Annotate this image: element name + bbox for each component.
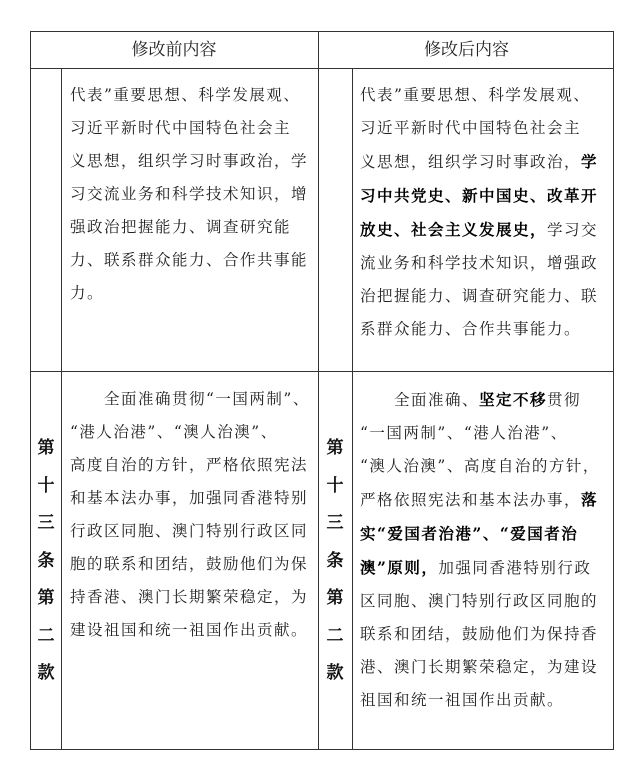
text-line: 高度自治的方针，严格依照宪法 <box>70 456 309 474</box>
text-line <box>360 79 612 112</box>
article-label-char: 款 <box>37 663 55 683</box>
text-line <box>360 618 612 651</box>
article-label-char: 三 <box>326 513 344 533</box>
text-line <box>360 247 612 280</box>
left-label-divider <box>61 68 62 750</box>
article-label-char: 第 <box>326 588 344 608</box>
text-segment: 习近平新时代中国特色社会主 <box>360 119 582 137</box>
added-text: 落 <box>581 490 599 509</box>
article-label-char: 十 <box>326 475 344 496</box>
row2-after-text <box>360 383 612 717</box>
text-line <box>360 280 612 313</box>
text-segment: 严格依照宪法和基本法办事， <box>360 491 582 509</box>
added-text: 放史、社会主义发展史， <box>360 220 548 239</box>
added-text: 实“爱国者治港”、“爱国者治 <box>360 524 579 543</box>
added-text: 学 <box>581 152 599 171</box>
text-segment: 联系和团结，鼓励他们为保持香 <box>360 625 599 643</box>
article-label-char: 十 <box>37 475 55 496</box>
text-line: 全面准确贯彻“一国两制”、 <box>70 390 310 408</box>
article-label-char: 二 <box>37 625 55 646</box>
text-segment: “澳人治澳”、高度自治的方针， <box>360 457 600 475</box>
table-right-border <box>613 31 614 750</box>
text-line <box>360 383 612 417</box>
article-label-char: 三 <box>37 513 55 533</box>
header-before: 修改前内容 <box>131 40 217 60</box>
text-line: 强政治把握能力、调查研究能 <box>70 218 292 236</box>
row-divider <box>30 371 614 372</box>
text-segment: 流业务和科学技术知识，增强政 <box>360 254 599 272</box>
text-line: 行政区同胞、澳门特别行政区同 <box>70 522 309 540</box>
text-line: 力。 <box>70 284 105 302</box>
text-segment: 学习交 <box>547 221 599 239</box>
column-divider <box>318 31 319 750</box>
row1-before-text <box>70 79 315 310</box>
text-line <box>360 213 612 247</box>
text-line <box>360 551 612 585</box>
text-line <box>360 450 612 483</box>
text-segment: 港、澳门长期繁荣稳定，为建设 <box>360 658 599 676</box>
text-segment: 治把握能力、调查研究能力、联 <box>360 287 599 305</box>
table-bottom-border <box>30 749 614 750</box>
text-line: 和基本法办事，加强同香港特别 <box>70 489 309 507</box>
text-segment: 祖国和统一祖国作出贡献。 <box>360 691 565 709</box>
added-text: 澳”原则， <box>360 558 439 577</box>
text-line: 义思想，组织学习时事政治，学 <box>70 152 309 170</box>
article-label-char: 第 <box>37 438 55 458</box>
text-segment: 全面准确、 <box>360 391 480 409</box>
row1-after-text <box>360 79 612 346</box>
text-segment: 贯彻 <box>547 391 582 409</box>
text-segment: “一国两制”、“港人治港”、 <box>360 424 568 442</box>
right-label-divider <box>352 68 353 750</box>
text-line <box>360 483 612 517</box>
text-line: 建设祖国和统一祖国作出贡献。 <box>70 621 309 639</box>
text-segment: 系群众能力、合作共事能力。 <box>360 320 582 338</box>
article-label-char: 条 <box>326 550 344 571</box>
text-line <box>360 417 612 450</box>
text-line <box>360 313 612 346</box>
added-text: 坚定不移 <box>479 390 548 409</box>
text-line: “港人治港”、“澳人治澳”、 <box>70 423 278 441</box>
article-label-char: 条 <box>37 550 55 571</box>
text-segment: 区同胞、澳门特别行政区同胞的 <box>360 592 599 610</box>
article-label-char: 第 <box>326 438 344 458</box>
text-line: 力、联系群众能力、合作共事能 <box>70 251 309 269</box>
article-label-char: 二 <box>326 625 344 646</box>
text-line <box>360 179 612 213</box>
text-segment: 义思想，组织学习时事政治， <box>360 153 582 171</box>
text-line: 习近平新时代中国特色社会主 <box>70 119 292 137</box>
text-segment: 代表”重要思想、科学发展观、 <box>360 86 591 104</box>
text-line <box>360 145 612 179</box>
text-line: 胞的联系和团结，鼓励他们为保 <box>70 555 309 573</box>
article-label-char: 款 <box>326 663 344 683</box>
article-label-char: 第 <box>37 588 55 608</box>
text-line <box>360 585 612 618</box>
text-line <box>360 112 612 145</box>
text-line: 持香港、澳门长期繁荣稳定，为 <box>70 588 309 606</box>
text-line: 习交流业务和科学技术知识，增 <box>70 185 309 203</box>
text-line <box>360 651 612 684</box>
text-segment: 加强同香港特别行政 <box>438 559 592 577</box>
table-left-border <box>30 31 31 750</box>
article-label-before <box>36 430 56 693</box>
row2-before-text <box>70 383 315 647</box>
header-divider <box>30 68 614 69</box>
article-label-after <box>325 430 345 693</box>
text-line <box>360 517 612 551</box>
text-line <box>360 684 612 717</box>
added-text: 习中共党史、新中国史、改革开 <box>360 186 599 205</box>
text-line: 代表”重要思想、科学发展观、 <box>70 86 301 104</box>
header-after: 修改后内容 <box>424 40 509 60</box>
